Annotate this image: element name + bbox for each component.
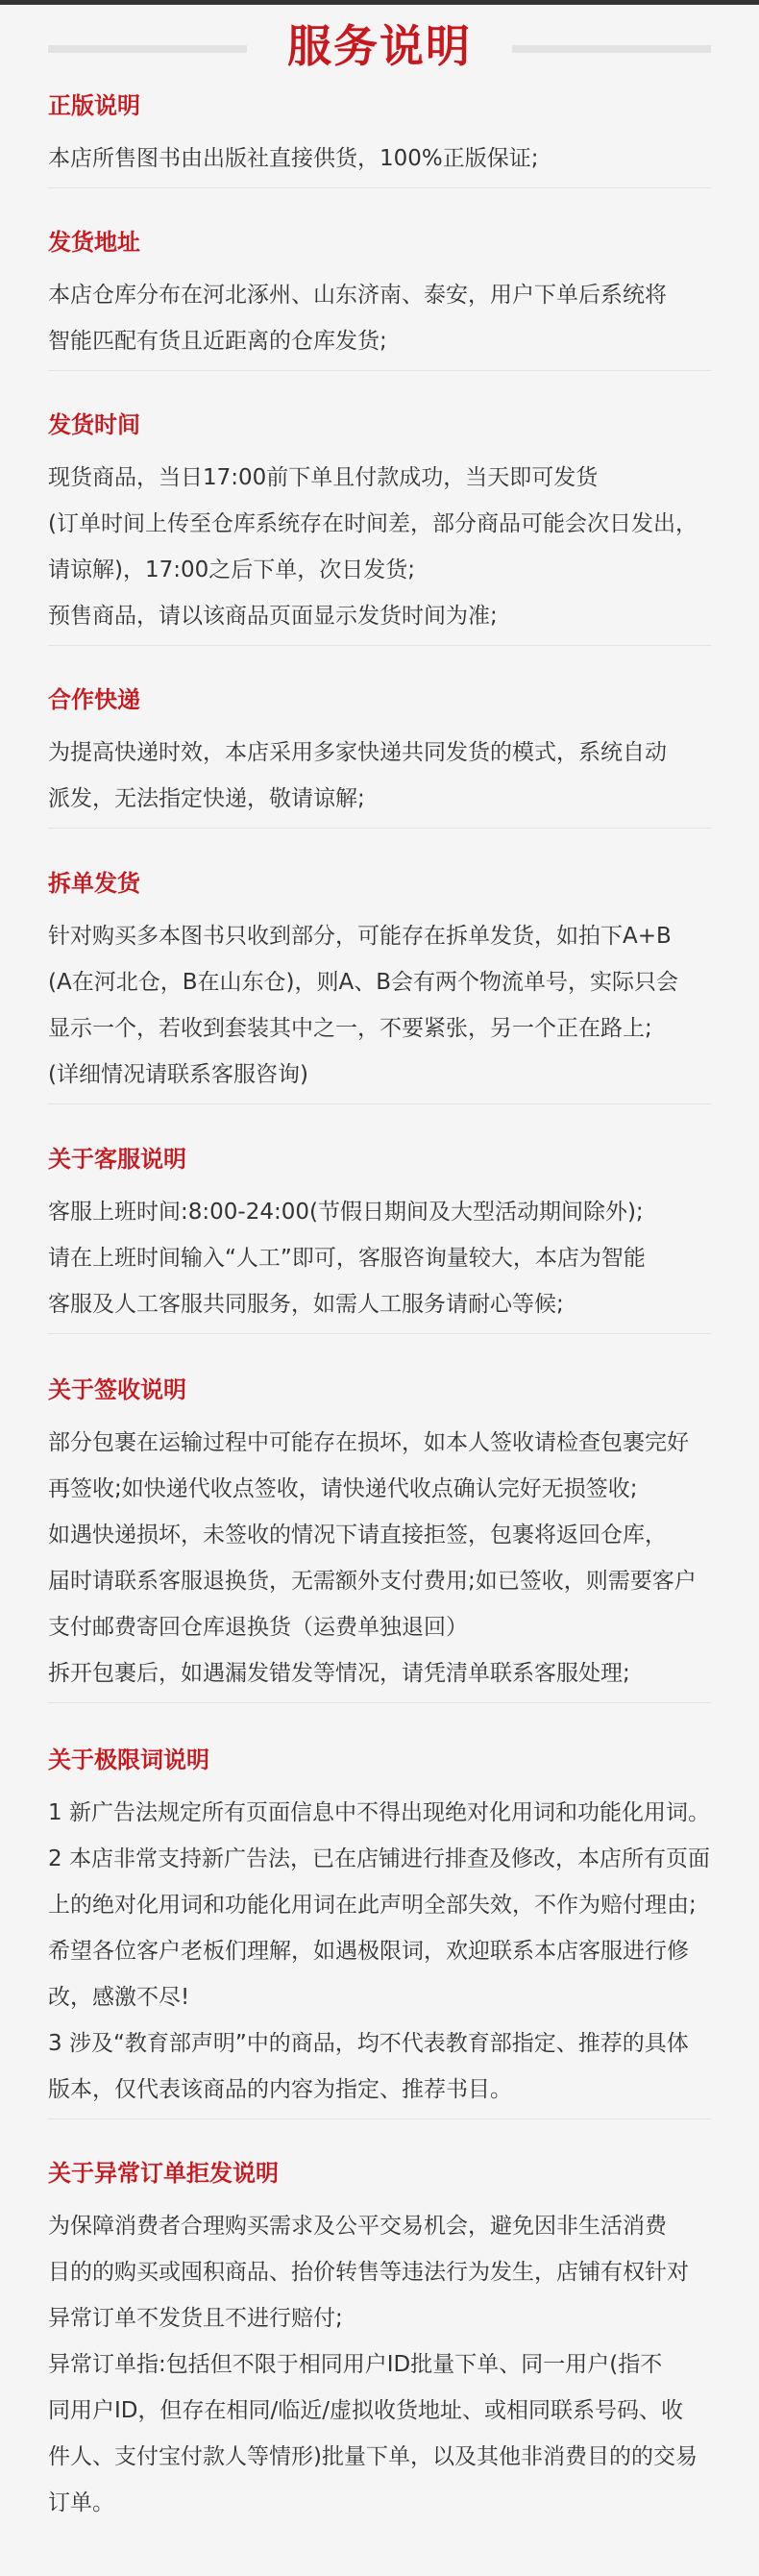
- section-divider: [48, 2118, 711, 2119]
- header-divider-right: [512, 45, 711, 53]
- section-text-line: 针对购买多本图书只收到部分，可能存在拆单发货，如拍下A+B: [48, 924, 672, 949]
- section-text-line: 显示一个，若收到套装其中之一，不要紧张，另一个正在路上;: [48, 1016, 652, 1041]
- section-text-line: 版本，仅代表该商品的内容为指定、推荐书目。: [48, 2077, 512, 2102]
- section-title: 合作快递: [48, 686, 140, 713]
- section-text-line: 同用户ID，但存在相同/临近/虚拟收货地址、或相同联系号码、收: [48, 2398, 683, 2423]
- section-divider: [48, 828, 711, 829]
- section-title: 关于极限词说明: [48, 1746, 209, 1773]
- section-body: [48, 913, 745, 1098]
- section-text-line: 为提高快递时效，本店采用多家快递共同发货的模式，系统自动: [48, 740, 667, 765]
- section-body: [48, 1189, 745, 1327]
- section-title: 关于异常订单拒发说明: [48, 2160, 279, 2187]
- section-title: 拆单发货: [48, 870, 140, 897]
- section-divider: [48, 1702, 711, 1703]
- section-body: [48, 1790, 745, 2113]
- section-text-line: 请在上班时间输入“人工”即可，客服咨询量较大，本店为智能: [48, 1246, 646, 1271]
- section-body: [48, 136, 745, 182]
- section-text-line: 异常订单不发货且不进行赔付;: [48, 2306, 343, 2331]
- section-text-line: (A在河北仓，B在山东仓)，则A、B会有两个物流单号，实际只会: [48, 970, 678, 995]
- section-divider: [48, 1103, 711, 1104]
- section-text-line: 拆开包裹后，如遇漏发错发等情况，请凭清单联系客服处理;: [48, 1661, 630, 1686]
- section-body: [48, 272, 745, 364]
- section-text-line: 请谅解)，17:00之后下单，次日发货;: [48, 557, 416, 582]
- section-text-line: 客服上班时间:8:00-24:00(节假日期间及大型活动期间除外);: [48, 1200, 644, 1225]
- section-text-line: 派发，无法指定快递，敬请谅解;: [48, 786, 365, 811]
- section-title: 关于客服说明: [48, 1146, 186, 1173]
- section-text-line: 订单。: [48, 2490, 114, 2515]
- section-title: 关于签收说明: [48, 1376, 186, 1403]
- section-title: 正版说明: [48, 92, 140, 119]
- section-text-line: 支付邮费寄回仓库退换货（运费单独退回）: [48, 1615, 468, 1640]
- section-divider: [48, 370, 711, 371]
- section-text-line: 本店所售图书由出版社直接供货，100%正版保证;: [48, 146, 539, 171]
- section-title: 发货地址: [48, 229, 140, 256]
- section-text-line: 客服及人工客服共同服务，如需人工服务请耐心等候;: [48, 1292, 564, 1317]
- section-text-line: 如遇快递损坏，未签收的情况下请直接拒签，包裹将返回仓库，: [48, 1523, 667, 1548]
- section-body: [48, 1420, 745, 1697]
- section-body: [48, 455, 745, 639]
- section-text-line: 2 本店非常支持新广告法，已在店铺进行排查及修改，本店所有页面: [48, 1846, 710, 1871]
- section-divider: [48, 1333, 711, 1334]
- section-body: [48, 2203, 745, 2526]
- section-divider: [48, 645, 711, 646]
- section-title: 发货时间: [48, 411, 140, 438]
- header-divider-left: [48, 45, 247, 53]
- section-text-line: 现货商品，当日17:00前下单且付款成功，当天即可发货: [48, 465, 599, 490]
- section-text-line: 智能匹配有货且近距离的仓库发货;: [48, 329, 387, 354]
- section-divider: [48, 187, 711, 188]
- section-text-line: (详细情况请联系客服咨询): [48, 1062, 308, 1087]
- section-text-line: 本店仓库分布在河北涿州、山东济南、泰安，用户下单后系统将: [48, 283, 667, 308]
- page-title: 服务说明: [287, 20, 472, 72]
- section-body: [48, 730, 745, 822]
- top-bar: [0, 0, 759, 5]
- section-text-line: 目的的购买或囤积商品、抬价转售等违法行为发生，店铺有权针对: [48, 2260, 689, 2285]
- section-text-line: 1 新广告法规定所有页面信息中不得出现绝对化用词和功能化用词。: [48, 1800, 710, 1825]
- section-text-line: 再签收;如快递代收点签收，请快递代收点确认完好无损签收;: [48, 1476, 638, 1501]
- section-text-line: 上的绝对化用词和功能化用词在此声明全部失效，不作为赔付理由;: [48, 1893, 697, 1918]
- section-text-line: 3 涉及“教育部声明”中的商品，均不代表教育部指定、推荐的具体: [48, 2031, 689, 2056]
- section-text-line: 改，感激不尽!: [48, 1985, 190, 2010]
- section-text-line: 预售商品，请以该商品页面显示发货时间为准;: [48, 604, 498, 629]
- section-text-line: 希望各位客户老板们理解，如遇极限词，欢迎联系本店客服进行修: [48, 1939, 689, 1964]
- section-text-line: 件人、支付宝付款人等情形)批量下单，以及其他非消费目的的交易: [48, 2444, 698, 2469]
- page-header: [0, 13, 759, 81]
- section-text-line: 异常订单指:包括但不限于相同用户ID批量下单、同一用户(指不: [48, 2352, 663, 2377]
- section-text-line: 为保障消费者合理购买需求及公平交易机会，避免因非生活消费: [48, 2214, 667, 2239]
- section-text-line: 届时请联系客服退换货，无需额外支付费用;如已签收，则需要客户: [48, 1569, 697, 1594]
- section-text-line: 部分包裹在运输过程中可能存在损坏，如本人签收请检查包裹完好: [48, 1430, 689, 1455]
- section-text-line: (订单时间上传至仓库系统存在时间差，部分商品可能会次日发出，: [48, 511, 698, 536]
